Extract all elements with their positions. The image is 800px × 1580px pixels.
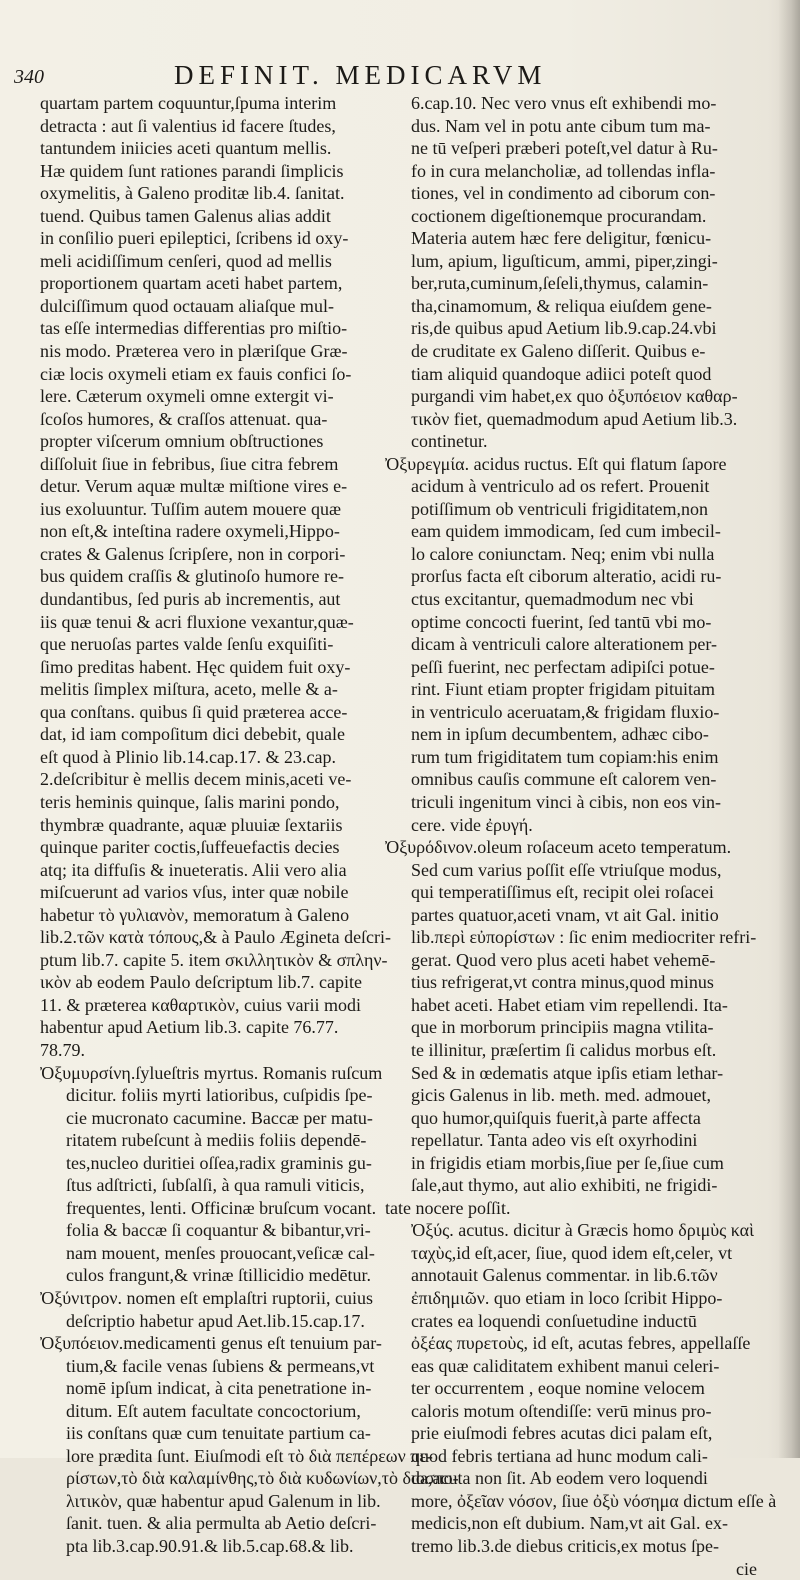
- text-line: eas quæ caliditatem exhibent manui celeri-: [411, 1355, 720, 1376]
- text-line: teris heminis quinque, ſalis marini pondo,: [40, 791, 340, 812]
- text-line: lo calore coniunctam. Neq; enim vbi nulla: [411, 543, 715, 564]
- text-line: prorſus facta eſt ciborum alteratio, acidi ru-: [411, 566, 722, 587]
- text-line: iis conſtans quæ cum tenuitate partium ca-: [66, 1423, 371, 1444]
- text-line: lib.2.τῶν κατὰ τόπους,& à Paulo Ægineta deſcri-: [40, 927, 392, 948]
- text-line: dulciſſimum quod octauam aliaſque mul-: [40, 295, 334, 316]
- text-line: lere. Cæterum oxymeli omne extergit vi-: [40, 386, 334, 407]
- text-line: dus. Nam vel in potu ante cibum tum ma-: [411, 115, 711, 136]
- text-line: continetur.: [411, 431, 488, 452]
- text-line: atq; ita diffuſis & inueteratis. Alii vero alia: [40, 859, 347, 880]
- text-line: more, ὀξεῖαν νόσον, ſiue ὀξὺ νόσημα dictum eſſe à: [411, 1490, 777, 1511]
- text-line: tius refrigerat,vt contra minus,quod minus: [411, 972, 714, 993]
- text-column-right: [385, 92, 777, 1580]
- text-line: ſcoſos humores, & craſſos attenuat. qua-: [40, 408, 328, 429]
- text-line: rum tum frigiditatem tum copiam:his enim: [411, 746, 719, 767]
- text-line: λιτικὸν, quæ habentur apud Galenum in lib.: [66, 1490, 381, 1511]
- text-line: 2.deſcribitur è mellis decem minis,aceti ve-: [40, 769, 352, 790]
- text-line: ter occurrentem , eoque nomine velocem: [411, 1378, 705, 1399]
- text-line: medicis,non eſt dubium. Nam,vt ait Gal. ex-: [411, 1513, 728, 1534]
- text-line: ditum. Eſt autem facultate concoctorium,: [66, 1400, 361, 1421]
- text-line: Ὀξυρόδινον.oleum roſaceum aceto temperatum.: [385, 837, 732, 858]
- text-line: in conſilio pueri epileptici, ſcribens id oxy-: [40, 228, 349, 249]
- text-line: cie mucronato cacumine. Baccæ per matu-: [66, 1107, 373, 1128]
- text-line: purgandi vim habet,ex quo ὀξυπόειον καθαρ-: [411, 386, 738, 407]
- text-line: annotauit Galenus commentar. in lib.6.τῶν: [411, 1265, 718, 1286]
- text-line: pta lib.3.cap.90.91.& lib.5.cap.68.& lib.: [66, 1536, 354, 1556]
- text-line: 11. & præterea καθαρτικὸν, cuius varii modi: [40, 994, 361, 1015]
- text-line: nam mouent, menſes prouocant,veſicæ cal-: [66, 1242, 375, 1263]
- running-title: DEFINIT. MEDICARVM: [174, 60, 547, 90]
- text-line: lore prædita ſunt. Eiuſmodi eſt τὸ διὰ πεπέρεων πε-: [66, 1445, 433, 1466]
- text-line: dicitur. foliis myrti latioribus, cuſpidis ſpe-: [66, 1085, 373, 1106]
- text-line: miſcuerunt ad varios vſus, inter quæ nobile: [40, 882, 349, 903]
- text-line: habetur τὸ γυλιανὸν, memoratum à Galeno: [40, 904, 350, 925]
- text-line: Sed cum varius poſſit eſſe vtriuſque modus,: [411, 859, 722, 880]
- text-line: eſt quod à Plinio lib.14.cap.17. & 23.cap.: [40, 746, 336, 767]
- text-line: ſanit. tuen. & alia permulta ab Aetio deſcri-: [66, 1513, 377, 1534]
- text-line: ταχὺς,id eſt,acer, ſiue, quod idem eſt,celer, vt: [411, 1242, 733, 1263]
- text-line: repellatur. Tanta adeo vis eſt oxyrhodini: [411, 1130, 698, 1151]
- text-line: acidum à ventriculo ad os refert. Prouenit: [411, 476, 710, 497]
- text-line: 78.79.: [40, 1039, 85, 1060]
- text-line: tremo lib.3.de diebus criticis,ex motus ſpe-: [411, 1536, 719, 1556]
- text-line: peſſi fuerint, nec perfectam adipiſci potue-: [411, 656, 715, 677]
- text-line: detracta : aut ſi valentius id facere ſtudes,: [40, 115, 336, 136]
- text-line: ber,ruta,cuminum,ſeſeli,thymus, calamin-: [411, 273, 709, 294]
- text-line: tes,nucleo duritiei oſſea,radix graminis gu-: [66, 1152, 372, 1173]
- text-line: cere. vide ἐρυγή.: [411, 814, 533, 835]
- text-line: qui temperatiſſimus eſt, recipit olei roſacei: [411, 882, 714, 903]
- text-line: bus quidem craſſis & glutinoſo humore re-: [40, 566, 344, 587]
- text-line: meli acidiſſimum cenſeri, quod ad mellis: [40, 250, 332, 271]
- text-line: potiſſimum ob ventriculi frigiditatem,non: [411, 498, 708, 519]
- text-line: que in morborum principiis magna vtilita-: [411, 1017, 714, 1038]
- text-line: tiones, vel in condimento ad ciborum con-: [411, 183, 716, 204]
- text-line: tuend. Quibus tamen Galenus alias addit: [40, 205, 331, 226]
- page-header: [14, 58, 774, 92]
- text-line: da,acuta non ſit. Ab eodem vero loquendi: [411, 1468, 708, 1489]
- text-line: nomē ipſum indicat, à cita penetratione in-: [66, 1378, 372, 1399]
- text-line: Ὀξύνιτρον. nomen eſt emplaſtri ruptorii, cuius: [40, 1287, 373, 1308]
- text-line: ciæ locis oxymeli etiam ex fauis confici ſo-: [40, 363, 352, 384]
- text-line: gicis Galenus in lib. meth. med. admouet,: [411, 1085, 711, 1106]
- text-line: quo humor,quiſquis fuerit,à parte affecta: [411, 1107, 701, 1128]
- text-line: thymbræ quadrante, aquæ pluuiæ ſextariis: [40, 814, 343, 835]
- text-line: non eſt,& inteſtina radere oxymeli,Hippo-: [40, 521, 340, 542]
- text-line: Ὀξύς. acutus. dicitur à Græcis homo δριμὺς καὶ: [411, 1220, 754, 1241]
- text-line: gerat. Quod vero plus aceti habet vehemē-: [411, 949, 716, 970]
- text-line: te illinitur, præſertim ſi calidus morbus eſt.: [411, 1039, 717, 1060]
- text-line: Ὀξυπόειον.medicamenti genus eſt tenuium par-: [40, 1333, 382, 1354]
- text-line: caloris motum oſtendiſſe: verū minus pro-: [411, 1400, 712, 1421]
- text-line: nem in ipſum decumbentem, adhæc cibo-: [411, 724, 709, 745]
- text-line: fo in cura melancholiæ, ad tollendas infla-: [411, 160, 716, 181]
- text-line: que neruoſas partes valde ſenſu exquiſiti-: [40, 634, 334, 655]
- text-line: ἐπιδημιῶν. quo etiam in loco ſcribit Hippo-: [411, 1287, 723, 1308]
- text-line: habentur apud Aetium lib.3. capite 76.77.: [40, 1017, 339, 1038]
- text-line: Materia autem hæc fere deligitur, fœnicu-: [411, 228, 712, 249]
- text-line: 6.cap.10. Nec vero vnus eſt exhibendi mo-: [411, 93, 717, 113]
- text-line: deſcriptio habetur apud Aet.lib.15.cap.17.: [66, 1310, 365, 1331]
- text-line: propter viſcerum omnium obſtructiones: [40, 431, 324, 452]
- text-line: habet aceti. Habet etiam vim repellendi. Ita-: [411, 994, 728, 1015]
- text-line: lib.περὶ εὐπορίστων : ſic enim mediocriter refri-: [411, 927, 757, 948]
- text-line: tas eſſe intermedias differentias pro miſtio-: [40, 318, 348, 339]
- text-line: ritatem rubeſcunt à mediis foliis dependē-: [66, 1130, 367, 1151]
- text-line: ρίστων,τὸ διὰ καλαμίνθης,τὸ διὰ κυδωνίων,τὸ διοσπο-: [66, 1468, 459, 1489]
- text-line: prie eiuſmodi febres acutas dici palam eſt,: [411, 1423, 713, 1444]
- text-line: crates ea loquendi conſuetudine inductū: [411, 1310, 697, 1331]
- text-line: dicam à ventriculi calore alterationem per-: [411, 634, 717, 655]
- text-line: quod febris tertiana ad hunc modum cali-: [411, 1445, 708, 1466]
- text-line: ris,de quibus apud Aetium lib.9.cap.24.vbi: [411, 318, 717, 339]
- text-line: ſimo preditas habent. Hęc quidem fuit oxy-: [40, 656, 351, 677]
- text-line: in frigidis etiam morbis,ſiue per ſe,ſiue cum: [411, 1152, 724, 1173]
- text-line: Hæ quidem ſunt rationes parandi ſimplicis: [40, 160, 344, 181]
- text-line: culos frangunt,& vrinæ ſtillicidio medētur.: [66, 1265, 371, 1286]
- text-line: quinque pariter coctis,ſuffeuefactis decies: [40, 837, 340, 858]
- text-line: in ventriculo aceruatam,& frigidam fluxio-: [411, 701, 720, 722]
- text-line: tate nocere poſſit.: [385, 1197, 511, 1218]
- text-line: ſtus adſtricti, ſubſalſi, à qua ramuli viticis,: [66, 1175, 365, 1196]
- text-line: nis modo. Præterea vero in plæriſque Græ-: [40, 341, 348, 362]
- text-line: tium,& facile venas ſubiens & permeans,vt: [66, 1355, 375, 1376]
- text-line: rint. Fiunt etiam propter frigidam pituitam: [411, 679, 715, 700]
- text-line: diſſoluit ſiue in febribus, ſiue citra febrem: [40, 453, 339, 474]
- text-line: optime concocti fuerint, ſed tantū vbi mo-: [411, 611, 712, 632]
- text-line: de cruditate ex Galeno diſſerit. Quibus e-: [411, 341, 706, 362]
- text-line: cie: [736, 1558, 757, 1579]
- text-line: ὀξέας πυρετοὺς, id eſt, acutas febres, appellaſſe: [411, 1333, 751, 1354]
- text-line: dat, id iam compoſitum dici debebit, quale: [40, 724, 345, 745]
- text-line: eam quidem immodicam, ſed cum imbecil-: [411, 521, 721, 542]
- text-line: ctus excitantur, quemadmodum nec vbi: [411, 589, 694, 610]
- text-line: tantundem iniicies aceti quantum mellis.: [40, 138, 332, 159]
- text-line: ius exoluuntur. Tuſſim autem mouere quæ: [40, 498, 341, 519]
- text-line: oxymelitis, à Galeno proditæ lib.4. ſanitat.: [40, 183, 345, 204]
- text-line: ptum lib.7. capite 5. item σκιλλητικὸν & σπλην-: [40, 949, 388, 970]
- text-line: partes quatuor,aceti vnam, vt ait Gal. initio: [411, 904, 719, 925]
- text-line: coctionem digeſtionemque procurandam.: [411, 205, 707, 226]
- text-line: ικὸν ab eodem Paulo deſcriptum lib.7. capite: [40, 972, 362, 993]
- text-line: crates & Galenus ſcripſere, non in corpori-: [40, 543, 346, 564]
- text-line: τικὸν fiet, quemadmodum apud Aetium lib.3.: [411, 408, 738, 429]
- text-line: tiam aliquid quandoque adiici poteſt quod: [411, 363, 712, 384]
- text-line: tha,cinamomum, & reliqua eiuſdem gene-: [411, 295, 712, 316]
- text-line: ſale,aut thymo, aut alio exhibiti, ne frigidi-: [411, 1175, 718, 1196]
- text-line: lum, apium, liguſticum, ammi, piper,zingi-: [411, 250, 718, 271]
- text-line: frequentes, lenti. Officinæ bruſcum vocant.: [66, 1197, 377, 1218]
- text-line: Ὀξυμυρσίνη.ſylueſtris myrtus. Romanis ruſcum: [40, 1062, 383, 1083]
- page-number: 340: [14, 66, 44, 88]
- text-line: omnibus cauſis commune eſt calorem ven-: [411, 769, 717, 790]
- binding-shadow: [778, 0, 800, 1458]
- text-line: triculi ingenitum vinci à cibis, non eos vin-: [411, 791, 721, 812]
- text-line: folia & baccæ ſi coquantur & bibantur,vri-: [66, 1220, 371, 1241]
- text-line: qua conſtans. quibus ſi quid præterea acce-: [40, 701, 348, 722]
- text-line: quartam partem coquuntur,ſpuma interim: [40, 93, 337, 113]
- text-line: dundantibus, ſed puris ab incrementis, aut: [40, 589, 341, 610]
- text-line: Sed & in œdematis atque ipſis etiam lethar-: [411, 1062, 724, 1083]
- text-line: Ὀξυρεγμία. acidus ructus. Eſt qui flatum ſapore: [385, 453, 727, 474]
- text-line: iis quæ tenui & acri fluxione vexantur,quæ-: [40, 611, 354, 632]
- text-line: proportionem quartam aceti habet partem,: [40, 273, 343, 294]
- text-line: ne tū veſperi præberi poteſt,vel datur à Ru-: [411, 138, 718, 159]
- text-line: detur. Verum aquæ multæ miſtione vires e-: [40, 476, 348, 497]
- text-line: melitis ſimplex miſtura, aceto, melle & a-: [40, 679, 338, 700]
